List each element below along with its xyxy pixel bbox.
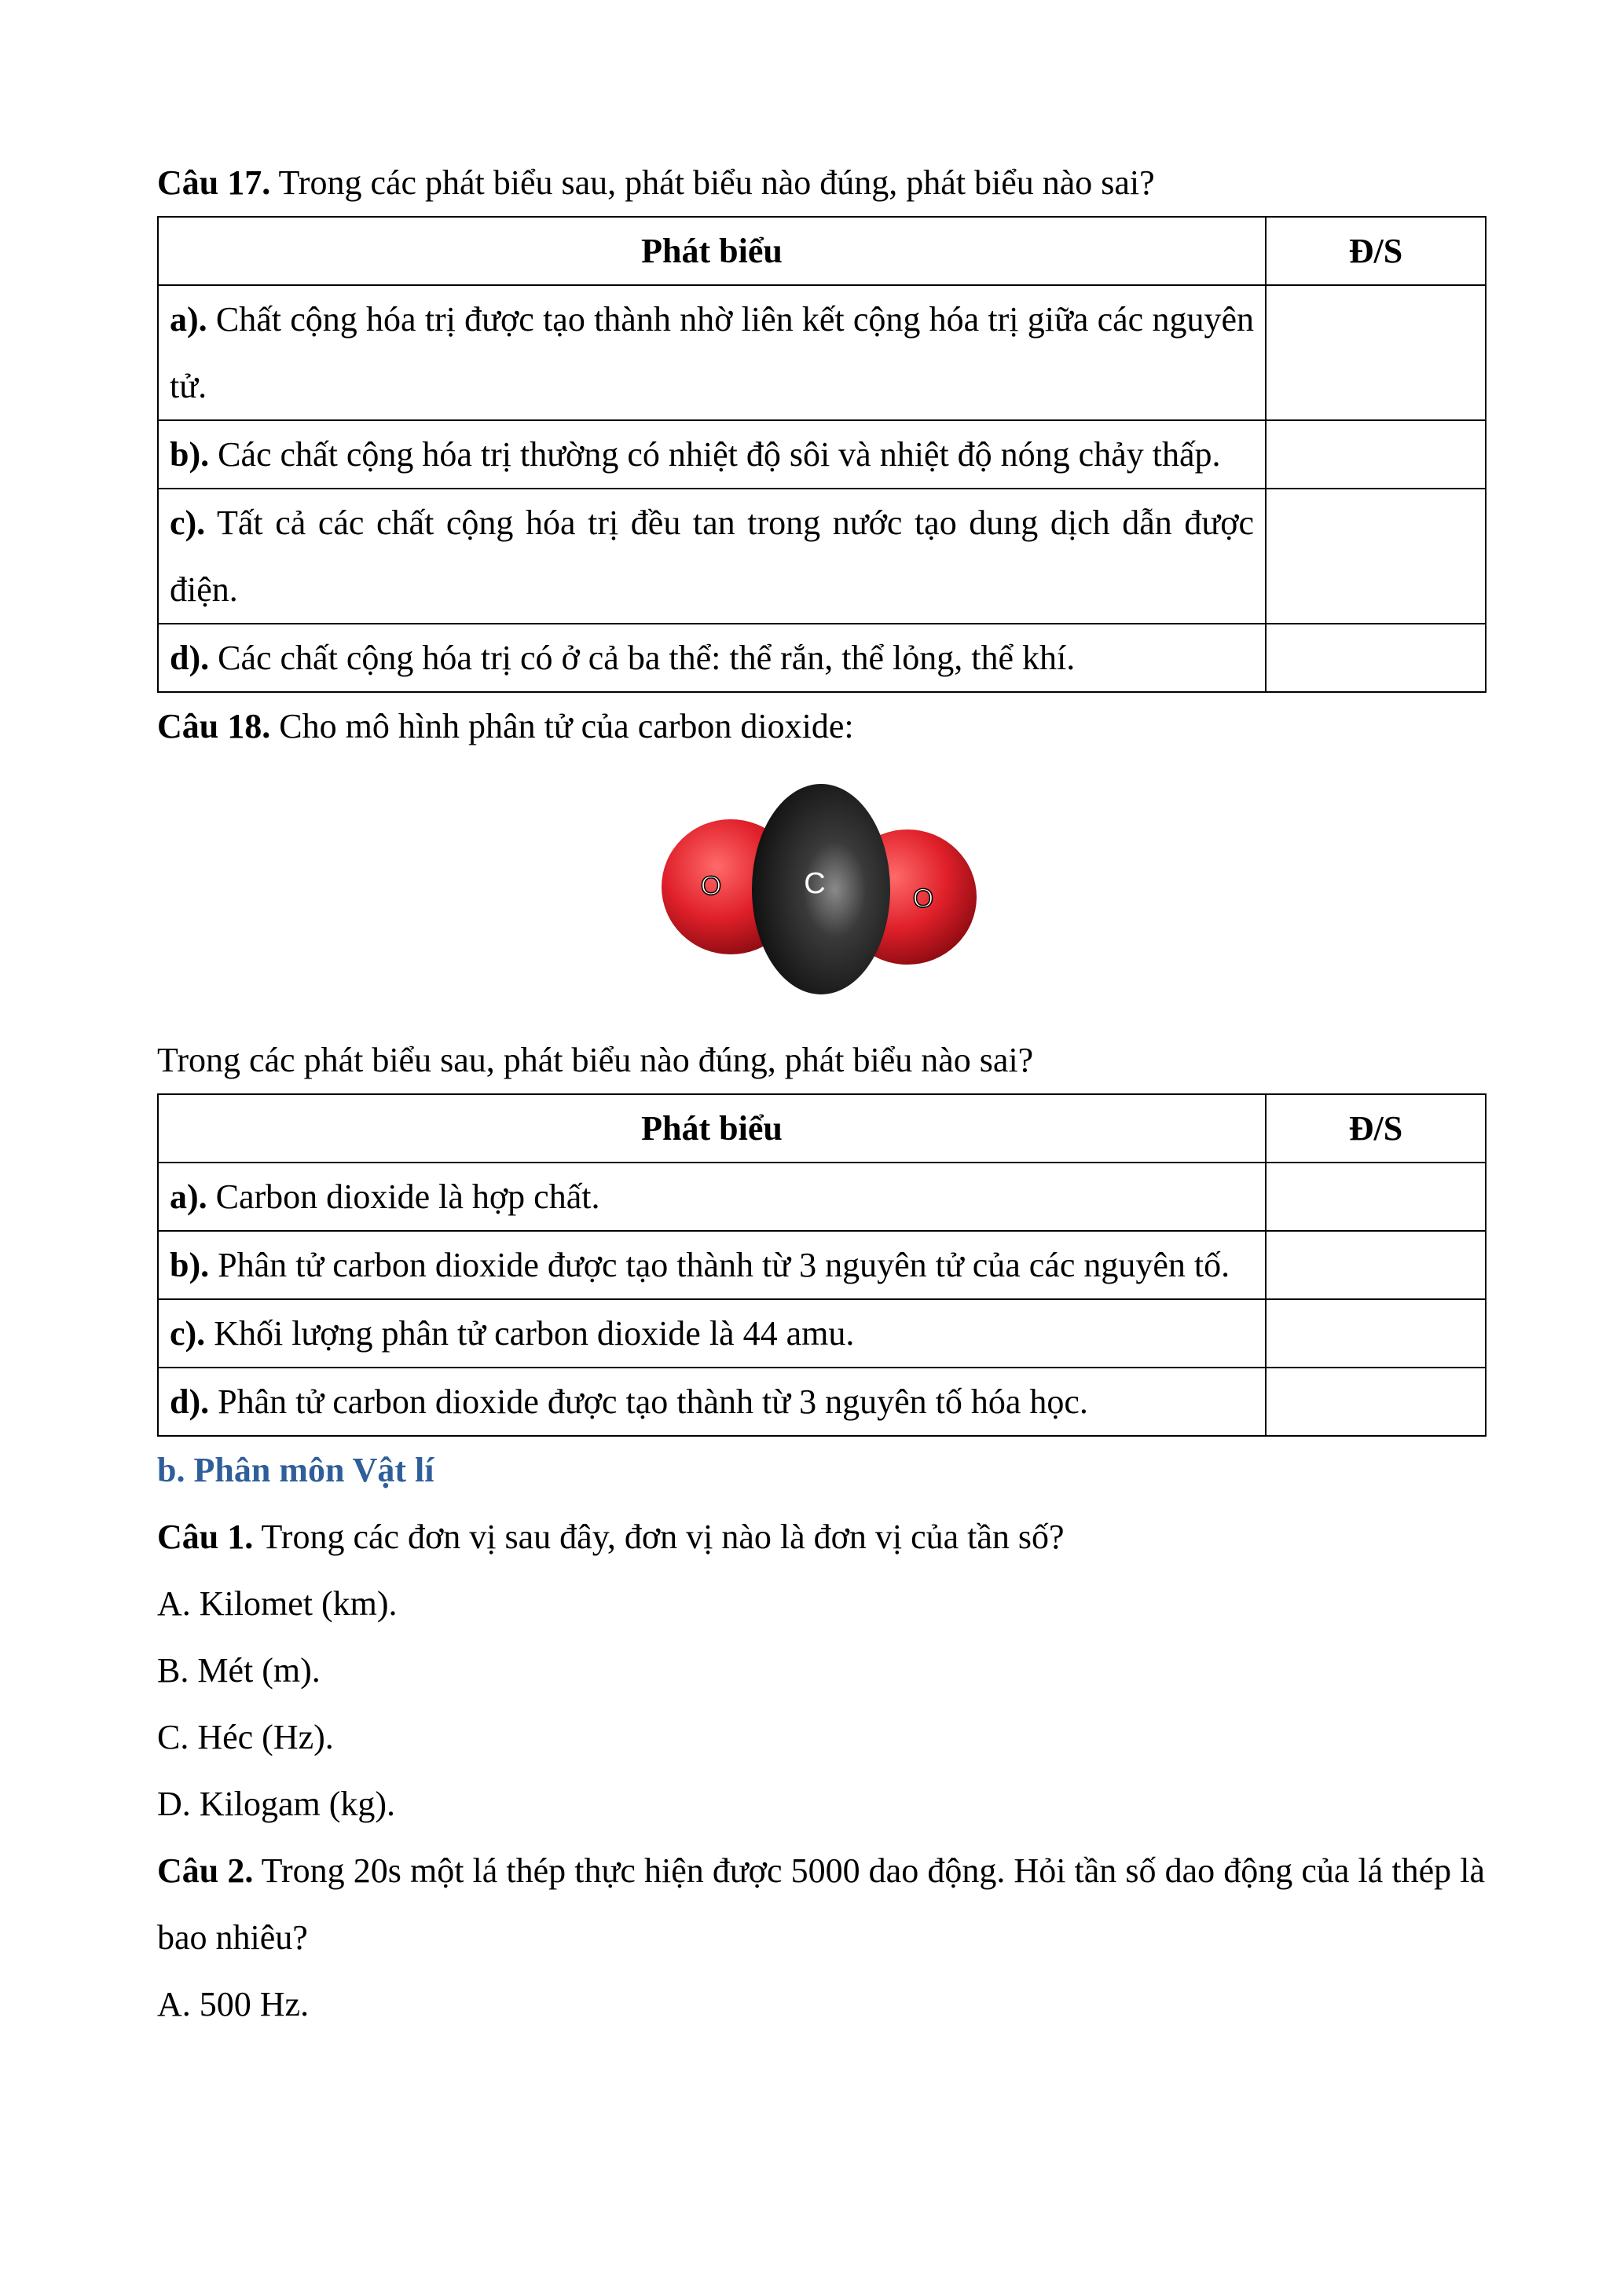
answer-cell[interactable] [1266,489,1486,624]
table-row [158,1231,1486,1299]
statement-label: d). [170,1382,210,1421]
statement-cell [158,624,1266,692]
statement-table-q18 [157,1093,1487,1437]
atom-label-o-left: O [700,871,722,901]
statement-text: Phân tử carbon dioxide được tạo thành từ 3 nguyên tố hóa học. [209,1382,1088,1421]
statement-cell [158,285,1266,420]
question-18 [157,693,1485,760]
statement-cell [158,1368,1266,1436]
option-b: B. Mét (m). [157,1651,321,1690]
question-number: Câu 18. [157,707,271,745]
section-heading: b. Phân môn Vật lí [157,1451,434,1489]
option-a: A. Kilomet (km). [157,1584,398,1623]
table-row [158,624,1486,692]
document-page [157,149,1485,2038]
question-text: Trong các phát biểu sau, phát biểu nào đúng, phát biểu nào sai? [270,163,1155,202]
statement-text: Chất cộng hóa trị được tạo thành nhờ liên kết cộng hóa trị giữa các nguyên tử. [170,300,1254,405]
statement-label: b). [170,435,210,474]
question-text: Trong 20s một lá thép thực hiện được 5000 dao động. Hỏi tần số dao động của lá thép là bao nhiêu? [157,1851,1485,1957]
statement-text: Phân tử carbon dioxide được tạo thành từ 3 nguyên tử của các nguyên tố. [209,1246,1230,1284]
statement-label: c). [170,1314,206,1353]
option-d: D. Kilogam (kg). [157,1785,396,1823]
option-a: A. 500 Hz. [157,1985,310,2023]
question-18-prompt: Trong các phát biểu sau, phát biểu nào đúng, phát biểu nào sai? [157,1041,1034,1079]
statement-cell [158,1231,1266,1299]
question-number: Câu 17. [157,163,271,202]
question-2 [157,1837,1485,1971]
statement-label: a). [170,1177,207,1216]
statement-cell [158,1163,1266,1231]
question-number: Câu 2. [157,1851,254,1890]
table-row [158,420,1486,489]
statement-text: Các chất cộng hóa trị có ở cả ba thể: thể rắn, thể lỏng, thể khí. [209,639,1076,677]
question-text: Cho mô hình phân tử của carbon dioxide: [270,707,854,745]
statement-text: Khối lượng phân tử carbon dioxide là 44 amu. [205,1314,855,1353]
answer-cell[interactable] [1266,1368,1486,1436]
statement-label: d). [170,639,210,677]
statement-text: Tất cả các chất cộng hóa trị đều tan trong nước tạo dung dịch dẫn được điện. [170,504,1254,609]
question-text: Trong các đơn vị sau đây, đơn vị nào là đơn vị của tần số? [253,1518,1065,1556]
table-row [158,285,1486,420]
answer-cell[interactable] [1266,1163,1486,1231]
header-statement: Phát biểu [158,217,1266,285]
answer-cell[interactable] [1266,285,1486,420]
question-number: Câu 1. [157,1518,254,1556]
atom-label-c: C [804,867,826,900]
statement-label: c). [170,504,206,542]
table-row [158,489,1486,624]
atom-label-o-right: O [912,884,934,914]
statement-cell [158,1299,1266,1368]
statement-cell [158,489,1266,624]
statement-text: Các chất cộng hóa trị thường có nhiệt độ sôi và nhiệt độ nóng chảy thấp. [209,435,1221,474]
table-row [158,1299,1486,1368]
statement-label: a). [170,300,207,339]
table-row [158,1368,1486,1436]
answer-cell[interactable] [1266,1231,1486,1299]
statement-cell [158,420,1266,489]
answer-cell[interactable] [1266,420,1486,489]
answer-cell[interactable] [1266,624,1486,692]
question-1 [157,1503,1485,1570]
header-statement: Phát biểu [158,1094,1266,1163]
header-answer: Đ/S [1266,217,1486,285]
table-row [158,1163,1486,1231]
co2-molecule-figure [157,760,1485,1027]
answer-cell[interactable] [1266,1299,1486,1368]
header-answer: Đ/S [1266,1094,1486,1163]
statement-label: b). [170,1246,210,1284]
statement-text: Carbon dioxide là hợp chất. [207,1177,600,1216]
statement-table-q17 [157,216,1487,693]
question-17 [157,149,1485,216]
option-c: C. Héc (Hz). [157,1718,334,1756]
co2-molecule-image [648,775,994,1011]
